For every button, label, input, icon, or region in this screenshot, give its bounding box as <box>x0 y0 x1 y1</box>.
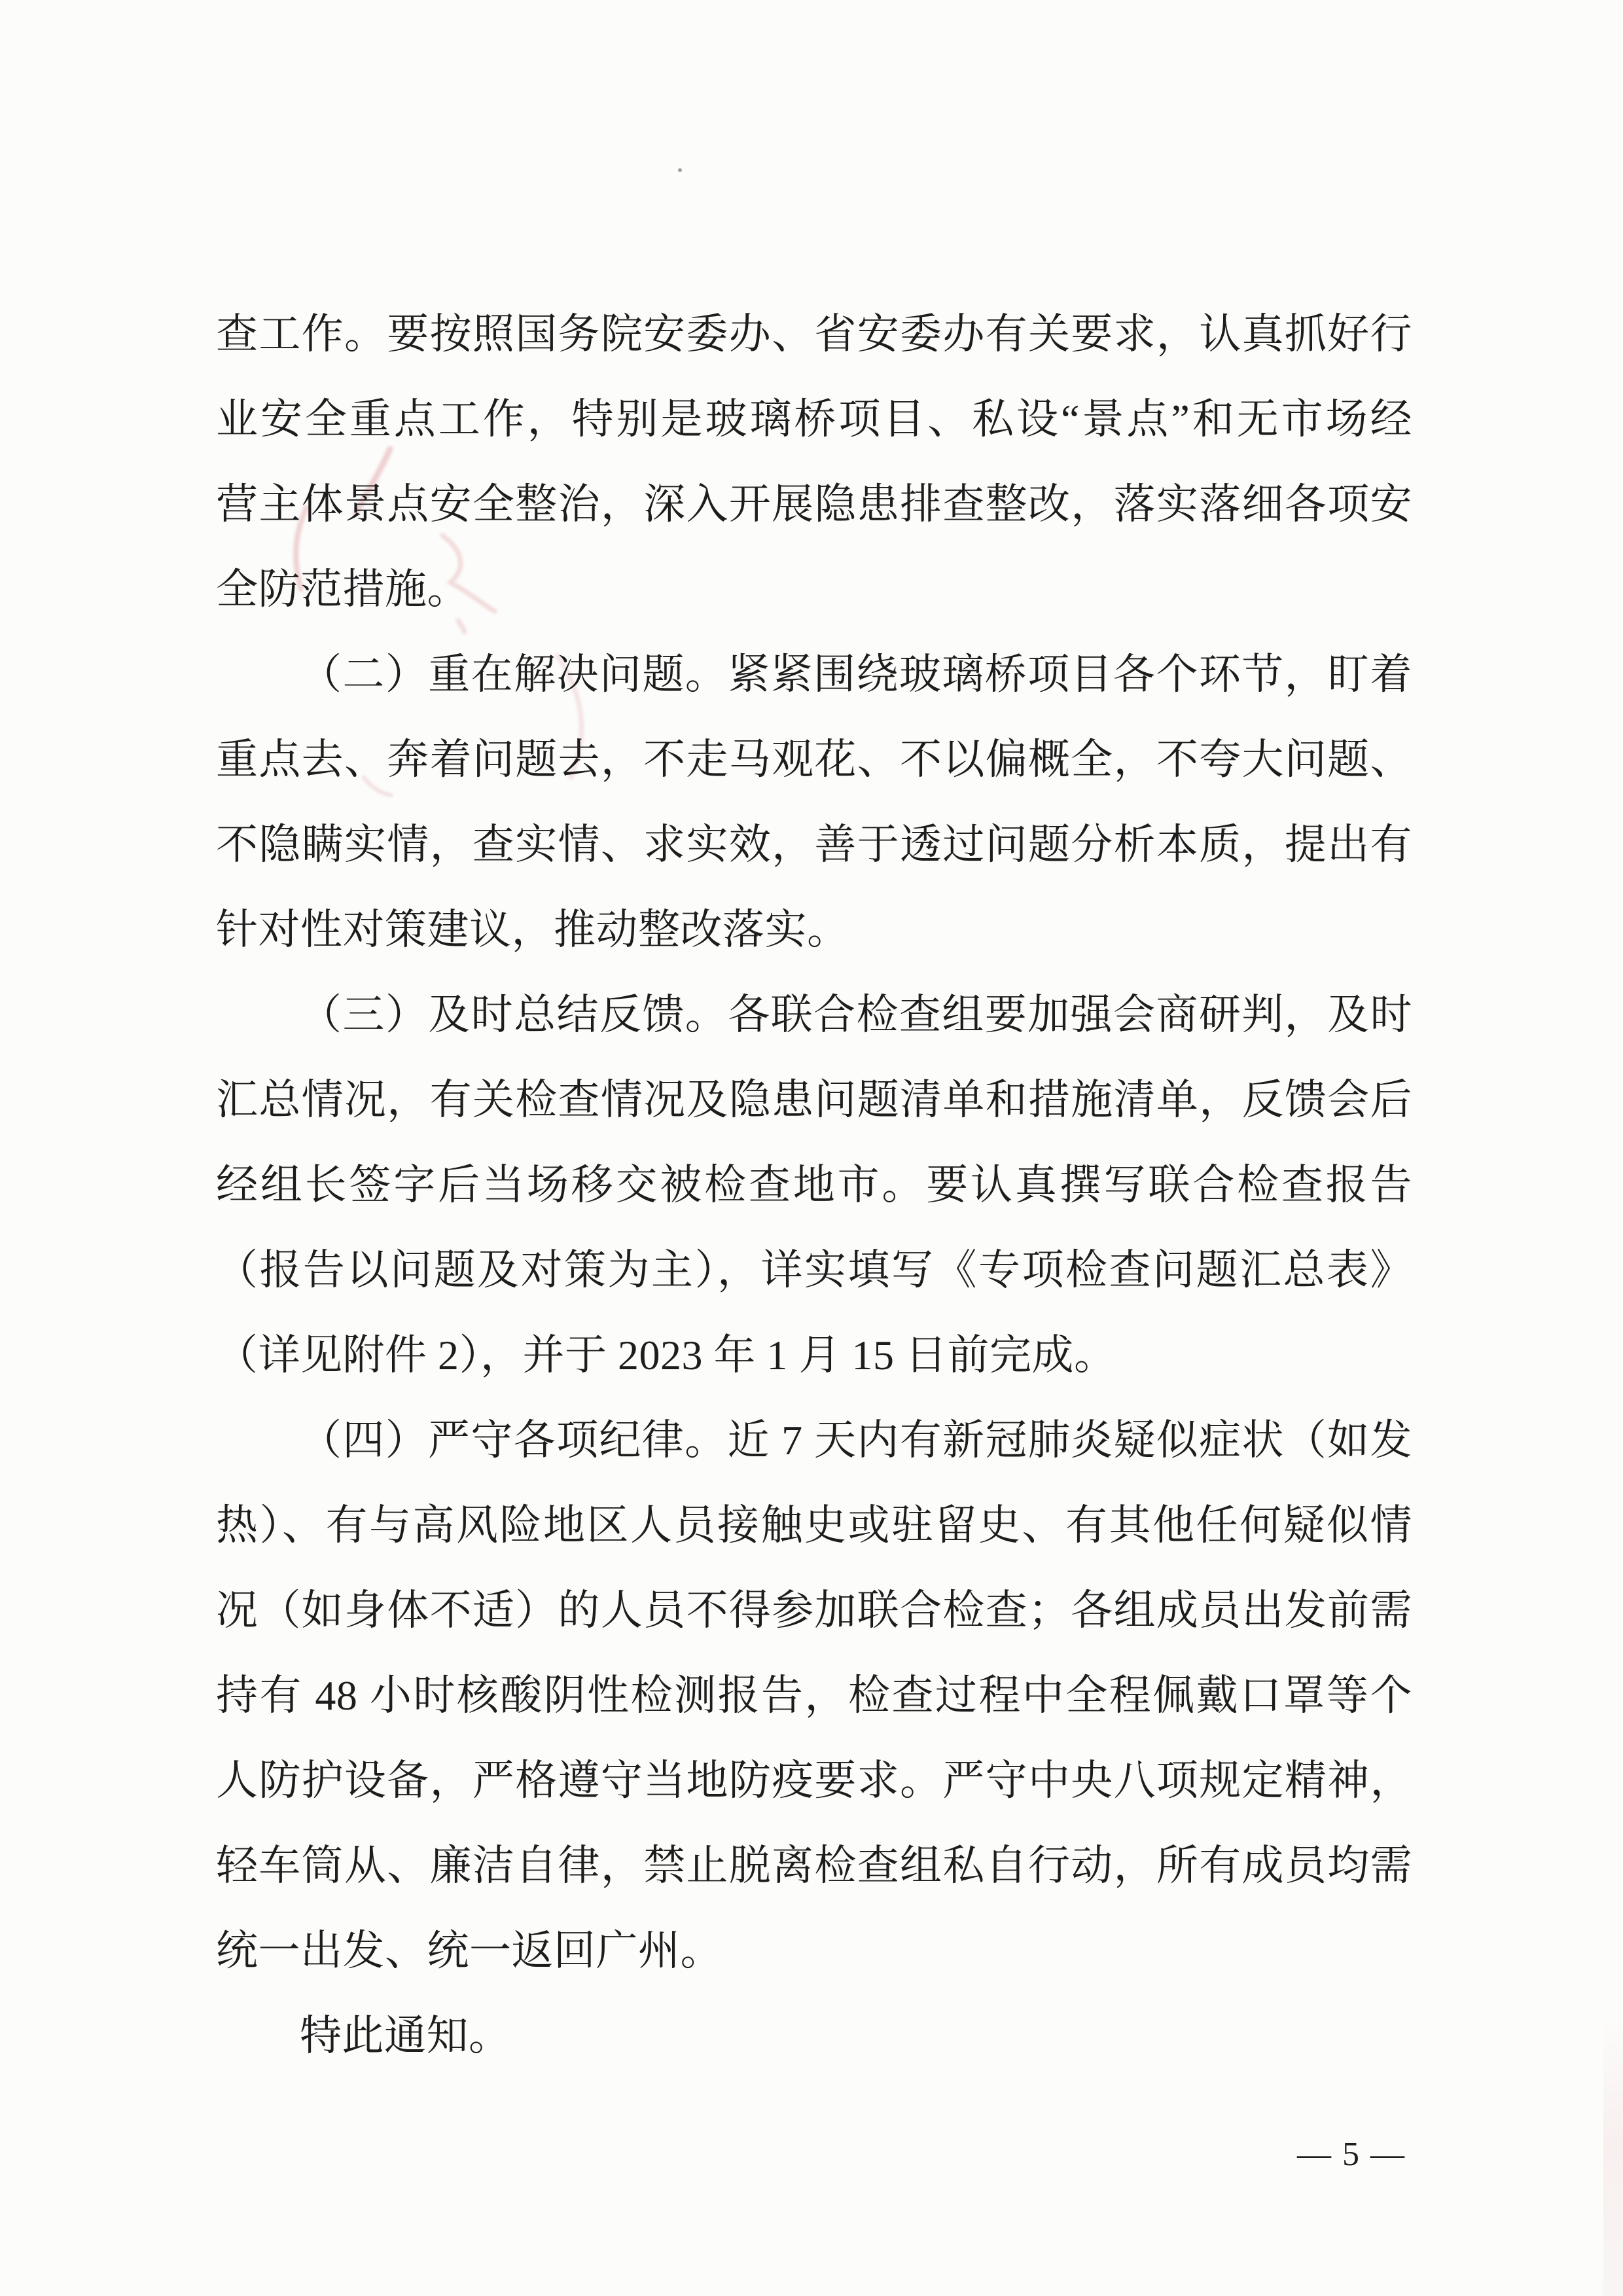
document-line: 持有 48 小时核酸阴性检测报告，检查过程中全程佩戴口罩等个 <box>216 1672 1412 1719</box>
document-line: 重点去、奔着问题去，不走马观花、不以偏概全，不夸大问题、 <box>216 736 1412 783</box>
scan-edge-artifact <box>1603 2016 1623 2296</box>
document-line: （三）及时总结反馈。各联合检查组要加强会商研判，及时 <box>300 992 1412 1038</box>
document-body <box>216 292 1412 2079</box>
document-line: （二）重在解决问题。紧紧围绕玻璃桥项目各个环节，盯着 <box>300 651 1412 698</box>
document-line: 统一出发、统一返回广州。 <box>216 1928 722 1974</box>
document-line: （报告以问题及对策为主），详实填写《专项检查问题汇总表》 <box>216 1247 1412 1293</box>
document-line: 况（如身体不适）的人员不得参加联合检查；各组成员出发前需 <box>216 1587 1412 1634</box>
document-line: （四）严守各项纪律。近 7 天内有新冠肺炎疑似症状（如发 <box>300 1417 1412 1463</box>
scan-speck-artifact <box>678 168 682 172</box>
document-line: 营主体景点安全整治，深入开展隐患排查整改，落实落细各项安 <box>216 481 1412 528</box>
document-line: 不隐瞒实情，查实情、求实效，善于透过问题分析本质，提出有 <box>216 821 1412 868</box>
document-line: 汇总情况，有关检查情况及隐患问题清单和措施清单，反馈会后 <box>216 1077 1412 1123</box>
document-line: 轻车筒从、廉洁自律，禁止脱离检查组私自行动，所有成员均需 <box>216 1842 1412 1889</box>
page-number: — 5 — <box>1297 2136 1406 2173</box>
document-line: 热）、有与高风险地区人员接触史或驻留史、有其他任何疑似情 <box>216 1502 1412 1549</box>
document-line: 全防范措施。 <box>216 566 469 613</box>
document-line: 针对性对策建议，推动整改落实。 <box>216 906 849 953</box>
document-line: 经组长签字后当场移交被检查地市。要认真撰写联合检查报告 <box>216 1162 1412 1208</box>
document-line: （详见附件 2），并于 2023 年 1 月 15 日前完成。 <box>216 1332 1116 1378</box>
document-line: 特此通知。 <box>300 2013 511 2059</box>
document-line: 人防护设备，严格遵守当地防疫要求。严守中央八项规定精神， <box>216 1757 1412 1804</box>
document-line: 业安全重点工作，特别是玻璃桥项目、私设“景点”和无市场经 <box>216 396 1412 442</box>
document-line: 查工作。要按照国务院安委办、省安委办有关要求，认真抓好行 <box>216 311 1412 357</box>
